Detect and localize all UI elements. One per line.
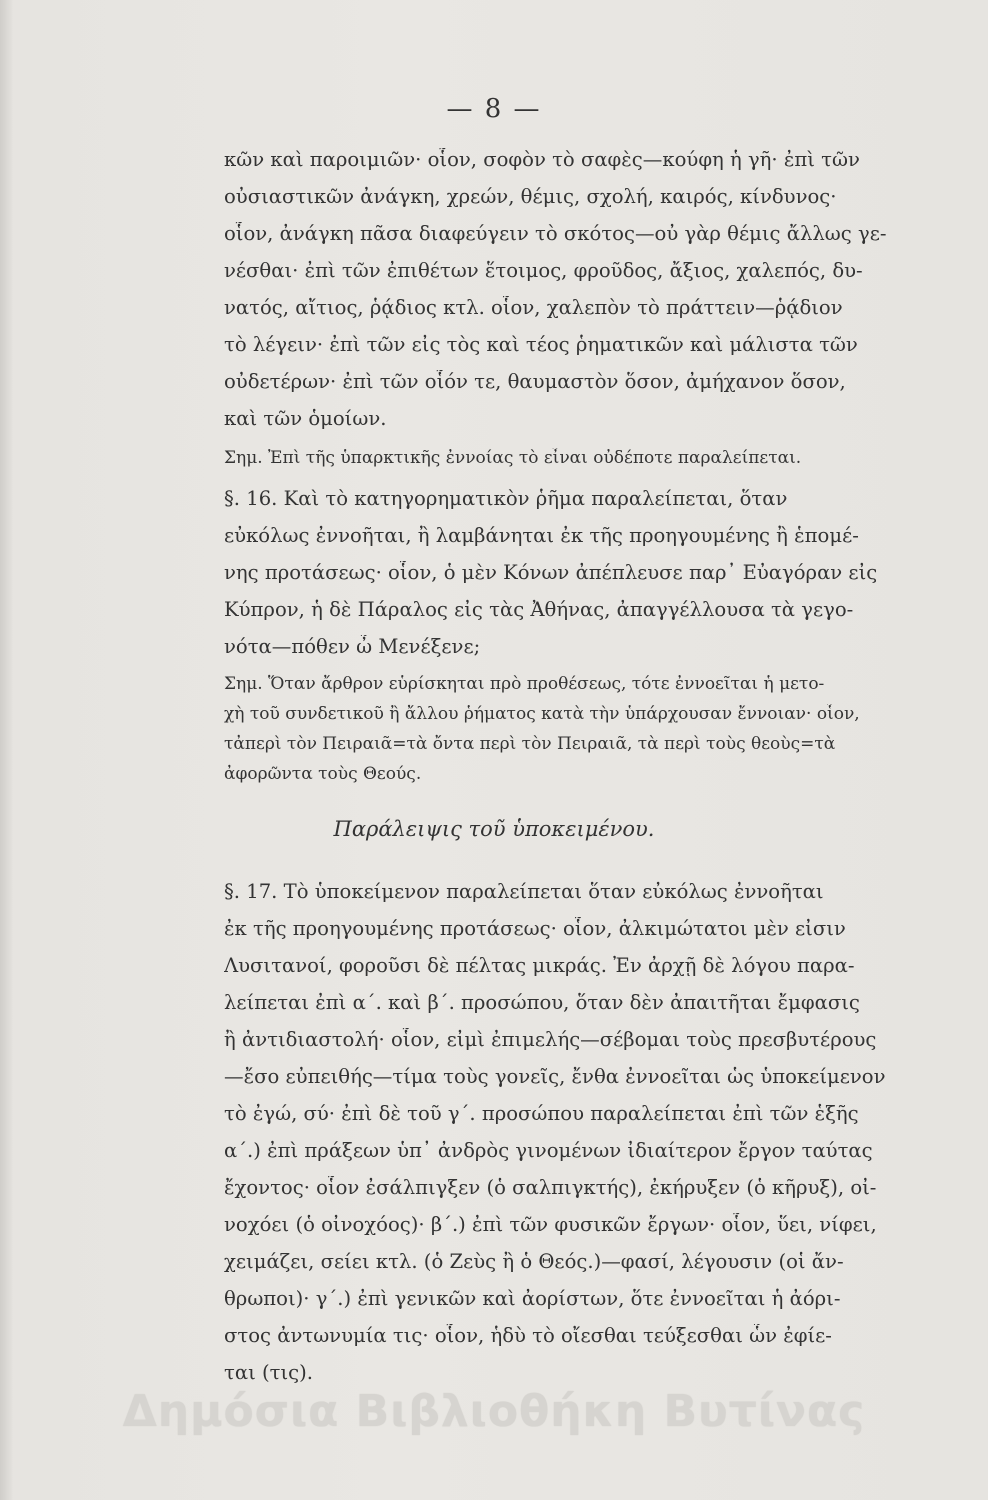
text-line: λείπεται ἐπὶ α΄. καὶ β΄. προσώπου, ὅταν δὲν ἀπαιτῆται ἔμφασις bbox=[224, 991, 860, 1014]
note-line: ἀφορῶντα τοὺς Θεούς. bbox=[224, 764, 422, 784]
text-line: νης προτάσεως· οἷον, ὁ μὲν Κόνων ἀπέπλευσε παρ᾽ Εὐαγόραν εἰς bbox=[224, 561, 878, 584]
text-line: ται (τις). bbox=[224, 1361, 313, 1384]
page-number: — 8 — bbox=[446, 94, 542, 124]
library-watermark: Δημόσια Βιβλιοθήκη Βυτίνας bbox=[122, 1386, 866, 1437]
text-line: τὸ λέγειν· ἐπὶ τῶν εἰς τὸς καὶ τέος ῥηματικῶν καὶ μάλιστα τῶν bbox=[224, 333, 858, 356]
text-line: ἐκ τῆς προηγουμένης προτάσεως· οἷον, ἀλκιμώτατοι μὲν εἰσιν bbox=[224, 917, 846, 940]
text-line: νότα—πόθεν ὦ Μενέξενε; bbox=[224, 635, 481, 658]
text-line: καὶ τῶν ὁμοίων. bbox=[224, 407, 387, 430]
note-line: τἀπερὶ τὸν Πειραιᾶ=τὰ ὄντα περὶ τὸν Πειραιᾶ, τὰ περὶ τοὺς θεοὺς=τὰ bbox=[224, 734, 836, 754]
text-line: ἔχοντος· οἷον ἐσάλπιγξεν (ὁ σαλπιγκτής), ἐκήρυξεν (ὁ κῆρυξ), οἰ- bbox=[224, 1176, 877, 1199]
text-line: κῶν καὶ παροιμιῶν· οἷον, σοφὸν τὸ σαφὲς—κούφη ἡ γῆ· ἐπὶ τῶν bbox=[224, 148, 860, 171]
note-line: χὴ τοῦ συνδετικοῦ ἢ ἄλλου ῥήματος κατὰ τὴν ὑπάρχουσαν ἔννοιαν· οἷον, bbox=[224, 704, 860, 724]
note-line: Σημ. Ἐπὶ τῆς ὑπαρκτικῆς ἐννοίας τὸ εἶναι οὐδέποτε παραλείπεται. bbox=[224, 448, 802, 468]
text-line: οὐδετέρων· ἐπὶ τῶν οἷόν τε, θαυμαστὸν ὅσον, ἀμήχανον ὅσον, bbox=[224, 370, 846, 393]
page-edge bbox=[0, 0, 12, 1500]
text-line: §. 16. Καὶ τὸ κατηγορηματικὸν ῥῆμα παραλείπεται, ὅταν bbox=[224, 487, 788, 510]
text-line: εὐκόλως ἐννοῆται, ἢ λαμβάνηται ἐκ τῆς προηγουμένης ἢ ἑπομέ- bbox=[224, 524, 859, 547]
text-line: στος ἀντωνυμία τις· οἷον, ἡδὺ τὸ οἴεσθαι τεύξεσθαι ὧν ἐφίε- bbox=[224, 1324, 832, 1347]
text-line: τὸ ἐγώ, σύ· ἐπὶ δὲ τοῦ γ΄. προσώπου παραλείπεται ἐπὶ τῶν ἑξῆς bbox=[224, 1102, 859, 1125]
text-line: —ἔσο εὐπειθής—τίμα τοὺς γονεῖς, ἔνθα ἐννοεῖται ὡς ὑποκείμενον bbox=[224, 1065, 886, 1088]
text-line: νέσθαι· ἐπὶ τῶν ἐπιθέτων ἕτοιμος, φροῦδος, ἄξιος, χαλεπός, δυ- bbox=[224, 259, 863, 282]
section-heading: Παράλειψις τοῦ ὑποκειμένου. bbox=[333, 817, 655, 841]
text-line: §. 17. Τὸ ὑποκείμενον παραλείπεται ὅταν εὐκόλως ἐννοῆται bbox=[224, 880, 824, 903]
text-line: θρωποι)· γ΄.) ἐπὶ γενικῶν καὶ ἀορίστων, ὅτε ἐννοεῖται ἡ ἀόρι- bbox=[224, 1287, 841, 1310]
text-line: α΄.) ἐπὶ πράξεων ὑπ᾽ ἀνδρὸς γινομένων ἰδιαίτερον ἔργον ταύτας bbox=[224, 1139, 873, 1162]
text-line: Λυσιτανοί, φοροῦσι δὲ πέλτας μικράς. Ἐν ἀρχῇ δὲ λόγου παρα- bbox=[224, 954, 855, 977]
text-line: ἢ ἀντιδιαστολή· οἷον, εἰμὶ ἐπιμελής—σέβομαι τοὺς πρεσβυτέρους bbox=[224, 1028, 877, 1051]
text-line: οὐσιαστικῶν ἀνάγκη, χρεών, θέμις, σχολή, καιρός, κίνδυνος· bbox=[224, 185, 837, 208]
text-line: οἷον, ἀνάγκη πᾶσα διαφεύγειν τὸ σκότος—οὐ γὰρ θέμις ἄλλως γε- bbox=[224, 222, 887, 245]
text-line: νοχόει (ὁ οἰνοχόος)· β΄.) ἐπὶ τῶν φυσικῶν ἔργων· οἷον, ὕει, νίφει, bbox=[224, 1213, 877, 1236]
text-line: Κύπρον, ἡ δὲ Πάραλος εἰς τὰς Ἀθήνας, ἀπαγγέλλουσα τὰ γεγο- bbox=[224, 598, 854, 621]
text-line: νατός, αἴτιος, ῥᾴδιος κτλ. οἷον, χαλεπὸν τὸ πράττειν—ῥᾴδιον bbox=[224, 296, 843, 319]
text-line: χειμάζει, σείει κτλ. (ὁ Ζεὺς ἢ ὁ Θεός.)—φασί, λέγουσιν (οἱ ἄν- bbox=[224, 1250, 844, 1273]
note-line: Σημ. Ὅταν ἄρθρον εὑρίσκηται πρὸ προθέσεως, τότε ἐννοεῖται ἡ μετο- bbox=[224, 674, 825, 694]
